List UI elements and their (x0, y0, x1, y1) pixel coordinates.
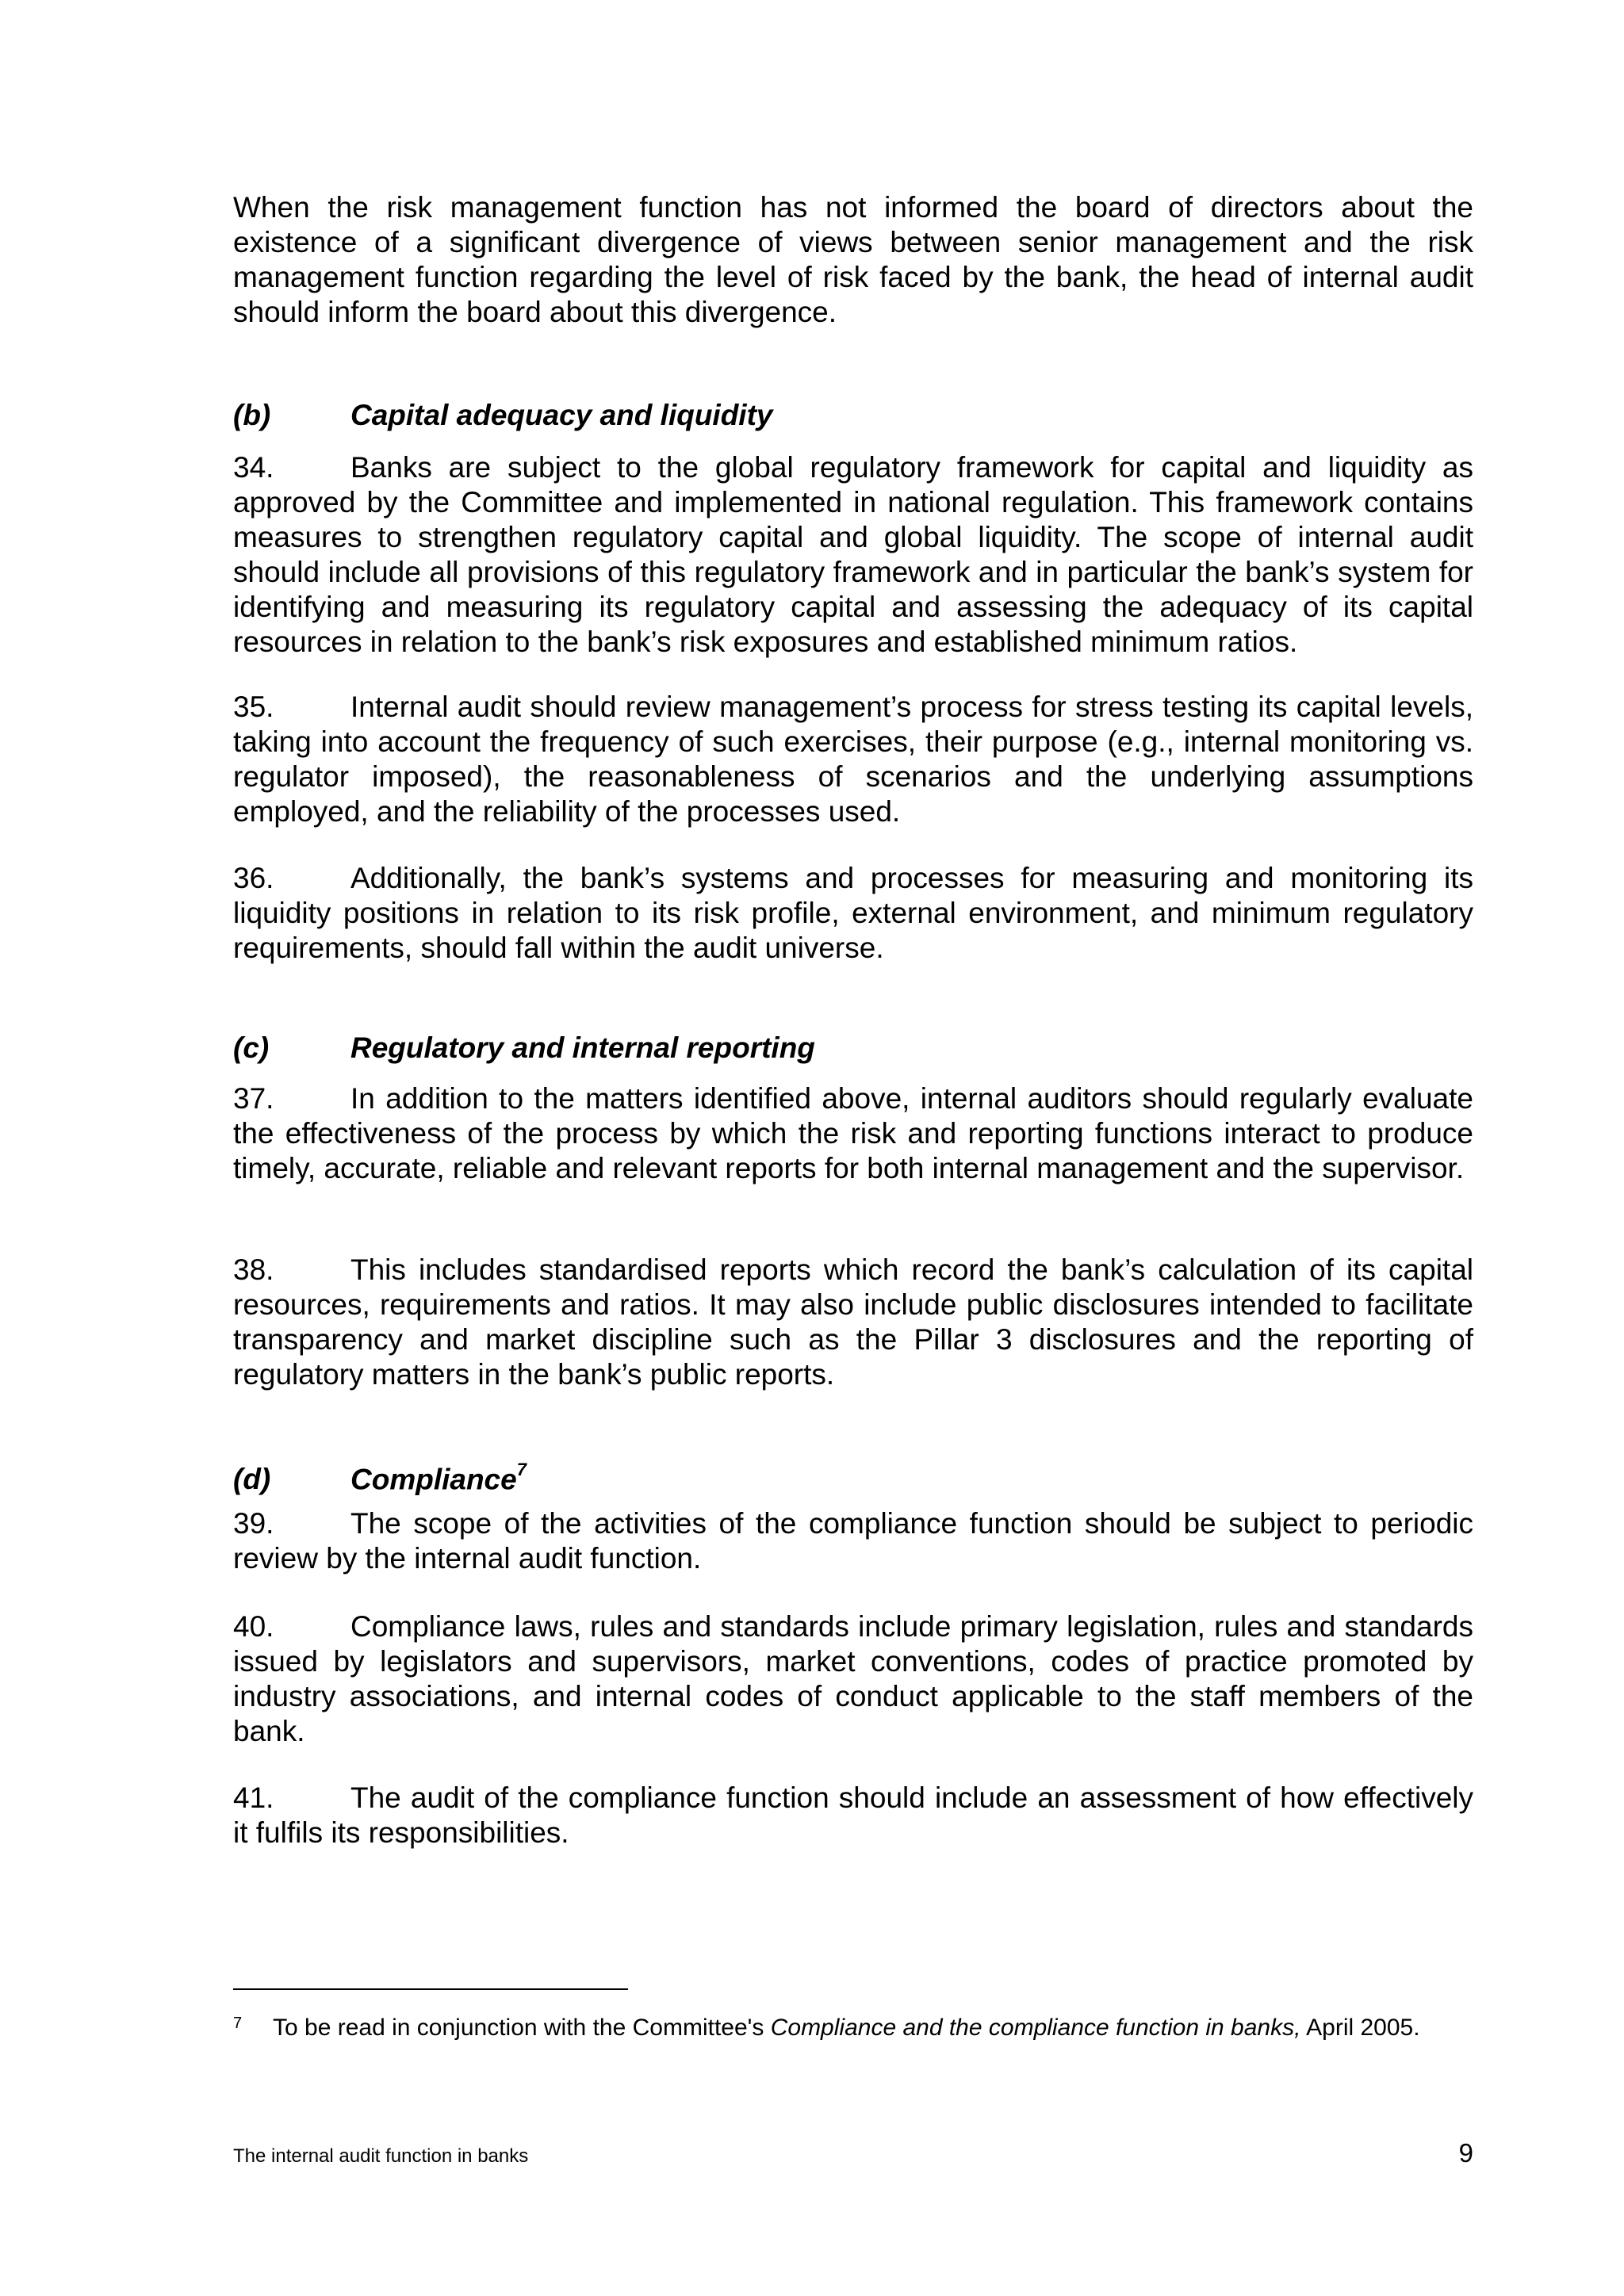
footnote-mark: 7 (233, 2015, 243, 2032)
paragraph-38 (233, 1253, 1473, 1392)
footnote-reference: 7 (516, 1460, 527, 1479)
paragraph-number: 39. (233, 1507, 274, 1540)
paragraph-text: Additionally, the bank’s systems and processes for measuring and monitoring its liquidity positions in relation to its risk profile, external environment, and minimum regulatory requirements, should fall within the audit universe. (233, 862, 1473, 964)
paragraph-text: Internal audit should review management’s process for stress testing its capital levels, taking into account the frequency of such exercises, their purpose (e.g., internal monitoring vs. regulator imposed), the reasonableness of scenarios and the underlying assumptions employed, and the reliability of the processes used. (233, 691, 1473, 828)
section-title: Regulatory and internal reporting (350, 1031, 815, 1064)
paragraph-35 (233, 690, 1473, 829)
paragraph-40 (233, 1609, 1473, 1749)
paragraph-34 (233, 450, 1473, 660)
section-letter: (d) (233, 1463, 271, 1496)
footnote-divider (233, 1988, 628, 1990)
paragraph-text: Compliance laws, rules and standards include primary legislation, rules and standards issued by legislators and supervisors, market conventions, codes of practice promoted by industry associations, and internal codes of conduct applicable to the staff members of the bank. (233, 1610, 1473, 1747)
footer-title: The internal audit function in banks (233, 2145, 529, 2167)
paragraph-number: 34. (233, 451, 274, 484)
section-heading-b (233, 398, 1473, 433)
paragraph-number: 36. (233, 862, 274, 894)
section-title: Compliance (350, 1463, 517, 1496)
paragraph-41 (233, 1781, 1473, 1850)
intro-paragraph: When the risk management function has not informed the board of directors about the existence of a significant divergence of views between senior management and the risk management function regarding the level of risk faced by the bank, the head of internal audit should inform the board about this divergence. (233, 191, 1473, 328)
paragraph-37 (233, 1081, 1473, 1186)
paragraph-number: 38. (233, 1253, 274, 1286)
paragraph-39 (233, 1506, 1473, 1576)
paragraph-36 (233, 861, 1473, 966)
footnote-text-italic: Compliance and the compliance function in banks, (770, 2015, 1301, 2041)
paragraph-number: 40. (233, 1610, 274, 1643)
paragraph-number: 41. (233, 1781, 274, 1814)
footnote-text-after: April 2005. (1300, 2015, 1420, 2041)
section-letter: (b) (233, 399, 271, 431)
section-letter: (c) (233, 1031, 270, 1064)
page-number: 9 (1458, 2138, 1473, 2168)
paragraph-number: 35. (233, 691, 274, 723)
section-title: Capital adequacy and liquidity (350, 399, 773, 431)
section-heading-d (233, 1456, 1473, 1497)
footnote (233, 2012, 1502, 2044)
paragraph-text: The scope of the activities of the compliance function should be subject to periodic review by the internal audit function. (233, 1507, 1473, 1575)
footnote-text-before: To be read in conjunction with the Committee's (273, 2015, 771, 2041)
paragraph-text: Banks are subject to the global regulatory framework for capital and liquidity as approved by the Committee and implemented in national regulation. This framework contains measures to strengthen regulatory capital and global liquidity. The scope of internal audit should include all provisions of this regulatory framework and in particular the bank’s system for identifying and measuring its regulatory capital and assessing the adequacy of its capital resources in relation to the bank’s risk exposures and established minimum ratios. (233, 451, 1473, 658)
section-heading-c (233, 1031, 1473, 1066)
paragraph-text: This includes standardised reports which record the bank’s calculation of its capital resources, requirements and ratios. It may also include public disclosures intended to facilitate transparency and market discipline such as the Pillar 3 disclosures and the reporting of regulatory matters in the bank’s public reports. (233, 1253, 1473, 1391)
paragraph-number: 37. (233, 1082, 274, 1115)
paragraph-text: In addition to the matters identified above, internal auditors should regularly evaluate the effectiveness of the process by which the risk and reporting functions interact to produce timely, accurate, reliable and relevant reports for both internal management and the supervisor. (233, 1082, 1473, 1184)
paragraph-text: The audit of the compliance function should include an assessment of how effectively it fulfils its responsibilities. (233, 1781, 1473, 1849)
